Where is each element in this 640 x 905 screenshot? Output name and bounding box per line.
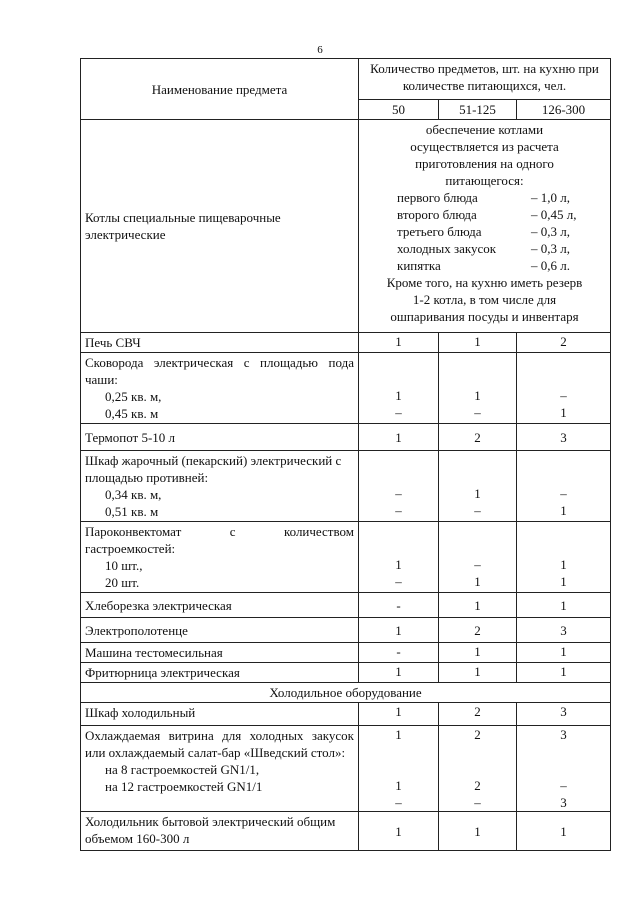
- table-row-frityurnica: [81, 663, 611, 683]
- value: –: [395, 486, 402, 501]
- value-cell: 3: [517, 424, 611, 451]
- header-item-name: Наименование предмета: [81, 59, 359, 120]
- value: 1: [395, 557, 402, 572]
- header-col-50: 50: [359, 100, 439, 120]
- row-name-cell: [81, 726, 359, 812]
- boiler-kind-label: кипятка: [397, 258, 441, 273]
- value-cell: 1: [517, 663, 611, 683]
- value: –: [395, 574, 402, 589]
- boilers-note-line: питающегося:: [445, 173, 524, 188]
- table-row-testomes: [81, 643, 611, 663]
- value: 1: [560, 574, 567, 589]
- boiler-kind: [397, 189, 606, 206]
- table-row-vitrina: [81, 726, 611, 812]
- table-row-holodilnik: [81, 812, 611, 851]
- value-cell: 1: [439, 663, 517, 683]
- value-cell: 1: [439, 643, 517, 663]
- value-cell: 1: [359, 618, 439, 643]
- row-name: Холодильник бытовой электрический общим объемом 160-300 л: [81, 812, 359, 851]
- value: 1: [395, 727, 402, 742]
- row-subitem: 10 шт.,: [105, 558, 143, 573]
- header-row: [81, 59, 611, 100]
- boilers-reserve-line: 1-2 котла, в том числе для: [412, 292, 557, 307]
- value: 1: [395, 388, 402, 403]
- boilers-note: [359, 120, 611, 333]
- boilers-note-line: обеспечение котлами: [425, 122, 544, 137]
- row-subitem: 0,51 кв. м: [105, 504, 159, 519]
- boilers-note-line: приготовления на одного: [415, 156, 554, 171]
- value: 1: [474, 388, 481, 403]
- boiler-kind: [397, 240, 606, 257]
- value: –: [395, 405, 402, 420]
- boilers-name: Котлы специальные пищеварочные электрические: [81, 120, 359, 333]
- row-subitem: 20 шт.: [105, 575, 140, 590]
- section-title: Холодильное оборудование: [81, 683, 611, 703]
- table-row-hleborezka: [81, 593, 611, 618]
- value-cell: [517, 726, 611, 812]
- value-cell: [439, 353, 517, 424]
- value: –: [560, 778, 567, 793]
- section-row-cold: [81, 683, 611, 703]
- row-name: Шкаф холодильный: [81, 703, 359, 726]
- boiler-kind-label: второго блюда: [397, 207, 477, 222]
- value: 1: [560, 405, 567, 420]
- value-cell: 1: [359, 333, 439, 353]
- value: 1: [474, 574, 481, 589]
- value-cell: 2: [439, 703, 517, 726]
- value-cell: [359, 522, 439, 593]
- row-name: Пароконвектомат с количеством гастроемкостей:: [85, 524, 354, 556]
- value-cell: 1: [359, 812, 439, 851]
- value-cell: [359, 726, 439, 812]
- boilers-reserve-line: Кроме того, на кухню иметь резерв: [386, 275, 583, 290]
- row-subitem: на 8 гастроемкостей GN1/1,: [105, 762, 260, 777]
- row-name: Фритюрница электрическая: [81, 663, 359, 683]
- value: –: [474, 405, 481, 420]
- value: 2: [474, 727, 481, 742]
- row-name: Охлаждаемая витрина для холодных закусок или охлаждаемый салат-бар «Шведский стол»:: [85, 728, 354, 760]
- value-cell: [359, 353, 439, 424]
- value-cell: 2: [439, 618, 517, 643]
- equipment-table: [80, 58, 611, 851]
- value-cell: 1: [439, 593, 517, 618]
- page-number: 6: [317, 44, 323, 56]
- value-cell: -: [359, 593, 439, 618]
- row-subitem: 0,45 кв. м: [105, 406, 159, 421]
- boiler-kind-volume: – 0,3 л,: [531, 241, 570, 256]
- value-cell: [517, 451, 611, 522]
- boiler-kind-volume: – 1,0 л,: [531, 190, 570, 205]
- value: –: [395, 503, 402, 518]
- value-cell: 2: [517, 333, 611, 353]
- table-row-elektropolotence: [81, 618, 611, 643]
- boiler-kind-volume: – 0,6 л.: [531, 258, 570, 273]
- value: –: [395, 795, 402, 810]
- boiler-kind-label: холодных закусок: [397, 241, 497, 256]
- value-cell: [517, 522, 611, 593]
- value: 3: [560, 727, 567, 742]
- header-col-51-125: 51-125: [439, 100, 517, 120]
- value-cell: 1: [359, 663, 439, 683]
- value: 3: [560, 795, 567, 810]
- value-cell: 1: [517, 593, 611, 618]
- boiler-kind-label: первого блюда: [397, 190, 478, 205]
- value-cell: [439, 522, 517, 593]
- row-name-cell: [81, 451, 359, 522]
- table-row-shkaf-zharochny: [81, 451, 611, 522]
- table-row-parokonvektomat: [81, 522, 611, 593]
- value: –: [560, 486, 567, 501]
- row-name: Электрополотенце: [81, 618, 359, 643]
- value-cell: 1: [439, 812, 517, 851]
- header-quantity-title: Количество предметов, шт. на кухню при количестве питающихся, чел.: [359, 59, 611, 100]
- value: –: [474, 503, 481, 518]
- row-subitem: 0,25 кв. м,: [105, 389, 162, 404]
- value: 1: [474, 486, 481, 501]
- value: 1: [560, 557, 567, 572]
- row-name: Сковорода электрическая с площадью пода чаши:: [85, 355, 354, 387]
- table-row-thermopot: [81, 424, 611, 451]
- boiler-kind: [397, 257, 606, 274]
- row-name: Термопот 5-10 л: [81, 424, 359, 451]
- value-cell: 1: [439, 333, 517, 353]
- value-cell: -: [359, 643, 439, 663]
- value-cell: 1: [359, 703, 439, 726]
- value-cell: 3: [517, 618, 611, 643]
- row-name-cell: [81, 522, 359, 593]
- value-cell: 3: [517, 703, 611, 726]
- value-cell: 1: [517, 812, 611, 851]
- row-name: Машина тестомесильная: [81, 643, 359, 663]
- value-cell: 1: [359, 424, 439, 451]
- table-row-shkaf-holodilny: [81, 703, 611, 726]
- table-row-skovoroda: [81, 353, 611, 424]
- row-name: Печь СВЧ: [81, 333, 359, 353]
- boiler-kind: [397, 206, 606, 223]
- value-cell: [517, 353, 611, 424]
- boiler-kind-volume: – 0,3 л,: [531, 224, 570, 239]
- boilers-reserve-line: ошпаривания посуды и инвентаря: [390, 309, 579, 324]
- boiler-kind: [397, 223, 606, 240]
- boilers-note-line: осуществляется из расчета: [410, 139, 559, 154]
- value-cell: 1: [517, 643, 611, 663]
- value-cell: 2: [439, 424, 517, 451]
- value: 1: [560, 503, 567, 518]
- header-col-126-300: 126-300: [517, 100, 611, 120]
- boiler-kind-label: третьего блюда: [397, 224, 482, 239]
- boilers-row: [81, 120, 611, 333]
- value: 1: [395, 778, 402, 793]
- row-subitem: 0,34 кв. м,: [105, 487, 162, 502]
- value: –: [474, 795, 481, 810]
- boiler-kind-volume: – 0,45 л,: [531, 207, 577, 222]
- boilers-kinds: [397, 189, 606, 274]
- value-cell: [359, 451, 439, 522]
- row-name: Хлеборезка электрическая: [81, 593, 359, 618]
- row-name: Шкаф жарочный (пекарский) электрический с площадью противней:: [85, 453, 342, 485]
- value-cell: [439, 451, 517, 522]
- value: –: [560, 388, 567, 403]
- value: –: [474, 557, 481, 572]
- row-subitem: на 12 гастроемкостей GN1/1: [105, 779, 263, 794]
- row-name-cell: [81, 353, 359, 424]
- table-row-microwave: [81, 333, 611, 353]
- value-cell: [439, 726, 517, 812]
- value: 2: [474, 778, 481, 793]
